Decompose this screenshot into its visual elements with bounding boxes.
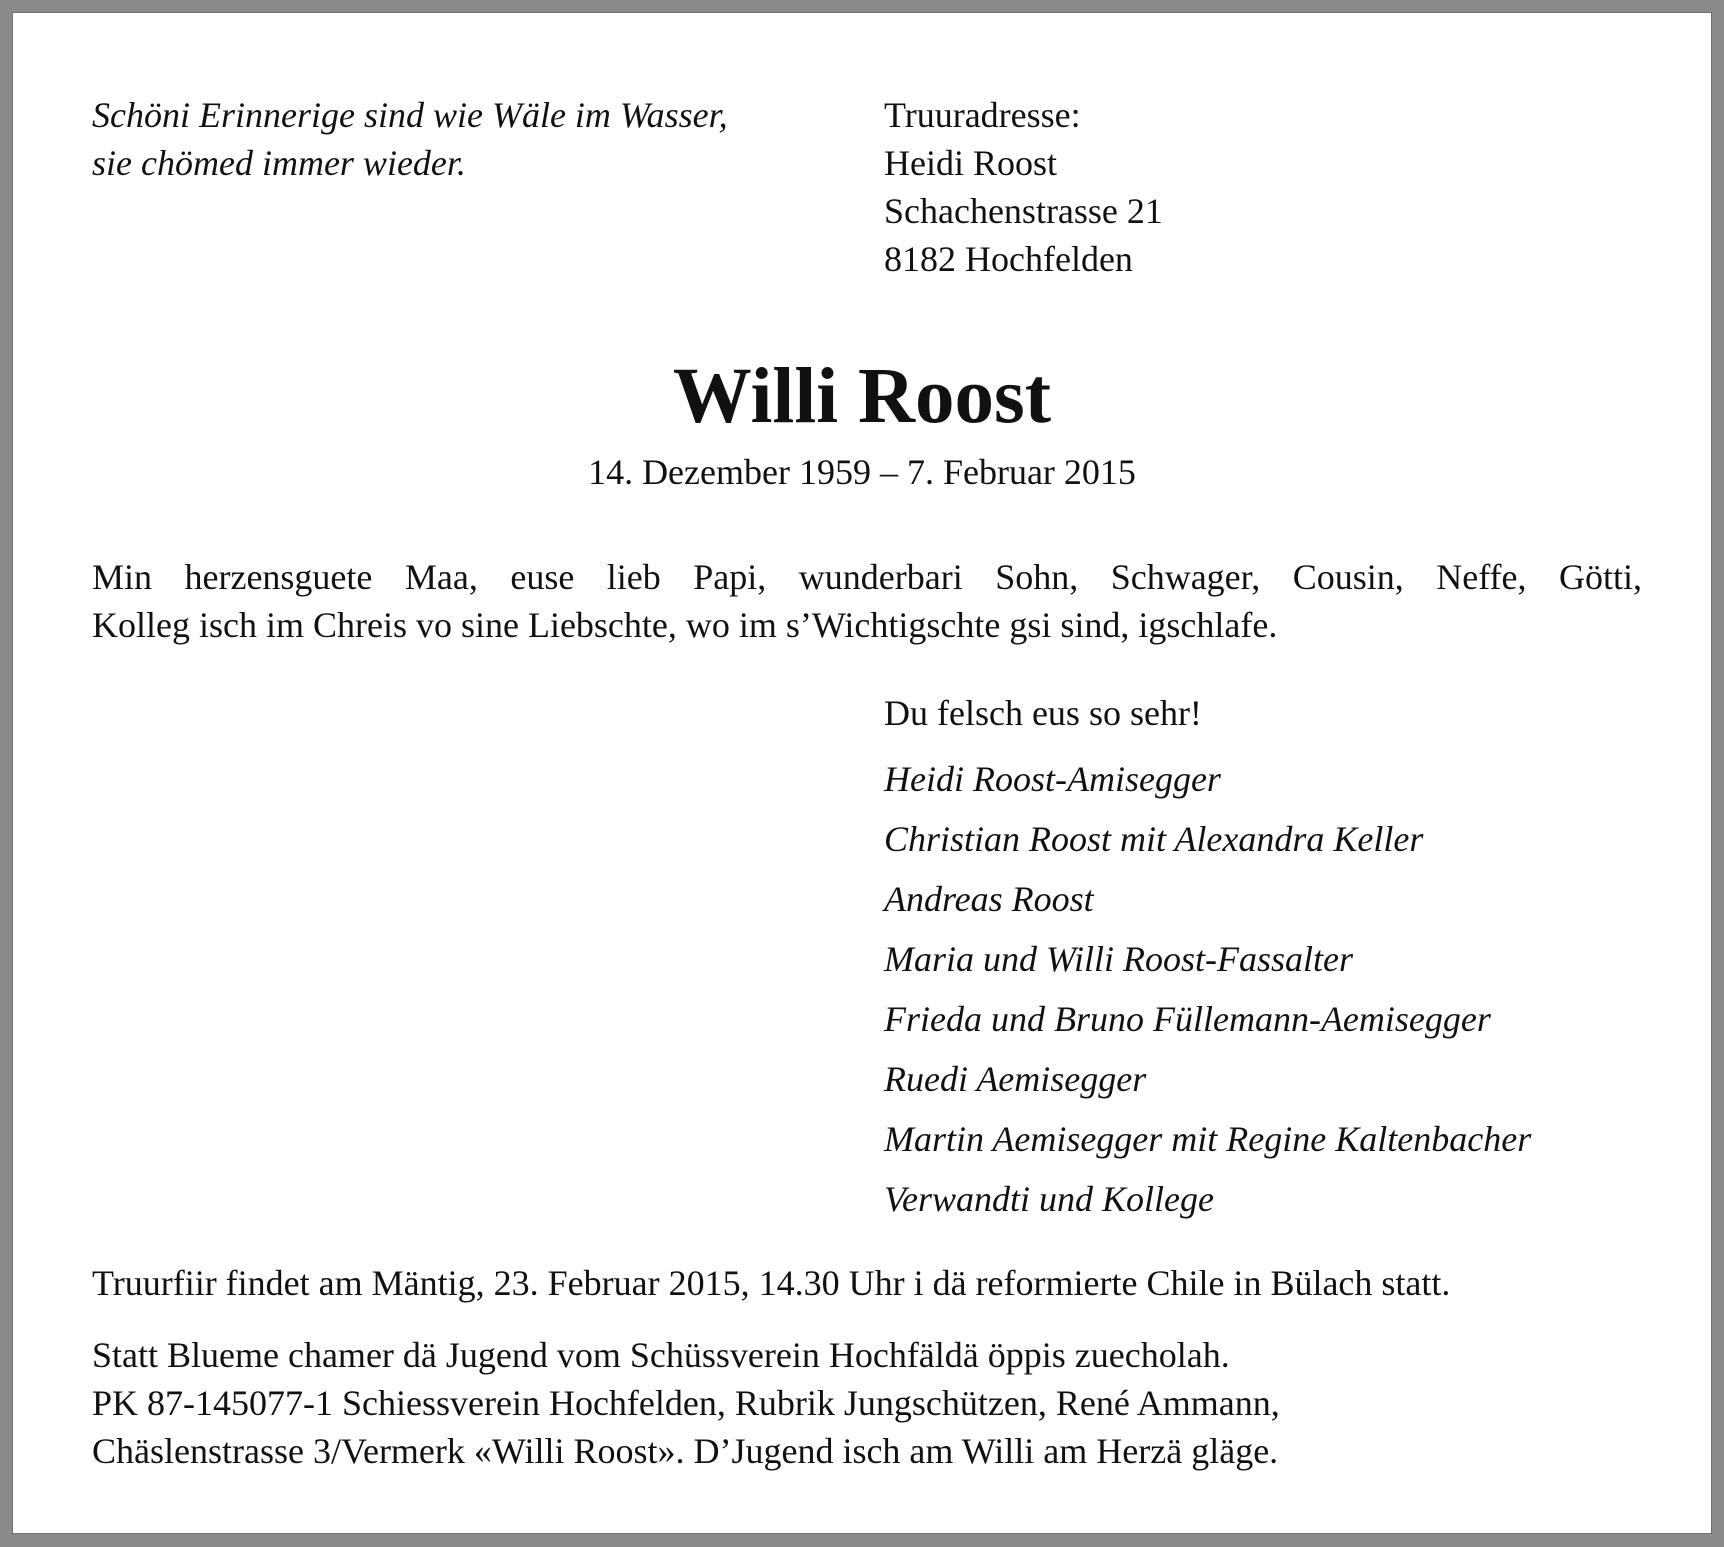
mourner-item: Heidi Roost-Amisegger xyxy=(884,759,1221,799)
mourner-item: Ruedi Aemisegger xyxy=(884,1059,1147,1099)
mourner-item: Andreas Roost xyxy=(884,879,1094,919)
mourner-item: Frieda und Bruno Füllemann-Aemisegger xyxy=(884,999,1491,1039)
mourner-item: Verwandti und Kollege xyxy=(884,1179,1214,1219)
announcement-text xyxy=(92,553,1642,649)
mourner-item: Christian Roost mit Alexandra Keller xyxy=(884,819,1424,859)
donation-info xyxy=(92,1331,1280,1475)
donation-line-3: Chäslenstrasse 3/Vermerk «Willi Roost». D’Jugend isch am Willi am Herzä gläge. xyxy=(92,1431,1279,1471)
address-name: Heidi Roost xyxy=(884,143,1058,183)
mourning-address xyxy=(884,91,1163,283)
miss-you-text: Du felsch eus so sehr! xyxy=(884,693,1202,733)
address-city: 8182 Hochfelden xyxy=(884,239,1133,279)
donation-line-2: PK 87-145077-1 Schiessverein Hochfelden, Rubrik Jungschützen, René Ammann, xyxy=(92,1383,1280,1423)
deceased-name: Willi Roost xyxy=(672,353,1052,440)
quote-line-1: Schöni Erinnerige sind wie Wäle im Wasser, xyxy=(92,95,728,135)
mourner-item: Martin Aemisegger mit Regine Kaltenbacher xyxy=(884,1119,1532,1159)
address-heading: Truuradresse: xyxy=(884,95,1081,135)
announcement-line-2: Kolleg isch im Chreis vo sine Liebschte, wo im s’Wichtigschte gsi sind, igschlafe. xyxy=(92,605,1278,645)
announcement-line-1: Min herzensguete Maa, euse lieb Papi, wunderbari Sohn, Schwager, Cousin, Neffe, Götti, xyxy=(92,557,1642,597)
mourner-item: Maria und Willi Roost-Fassalter xyxy=(884,939,1354,979)
memorial-quote xyxy=(92,91,852,187)
mourners-list xyxy=(884,749,1531,1229)
funeral-service-info: Truurfiir findet am Mäntig, 23. Februar 2015, 14.30 Uhr i dä reformierte Chile in Bülach statt. xyxy=(92,1263,1451,1303)
obituary-notice xyxy=(12,12,1712,1534)
life-dates: 14. Dezember 1959 – 7. Februar 2015 xyxy=(588,452,1136,492)
address-street: Schachenstrasse 21 xyxy=(884,191,1163,231)
donation-line-1: Statt Blueme chamer dä Jugend vom Schüssverein Hochfäldä öppis zuecholah. xyxy=(92,1335,1230,1375)
quote-line-2: sie chömed immer wieder. xyxy=(92,143,466,183)
